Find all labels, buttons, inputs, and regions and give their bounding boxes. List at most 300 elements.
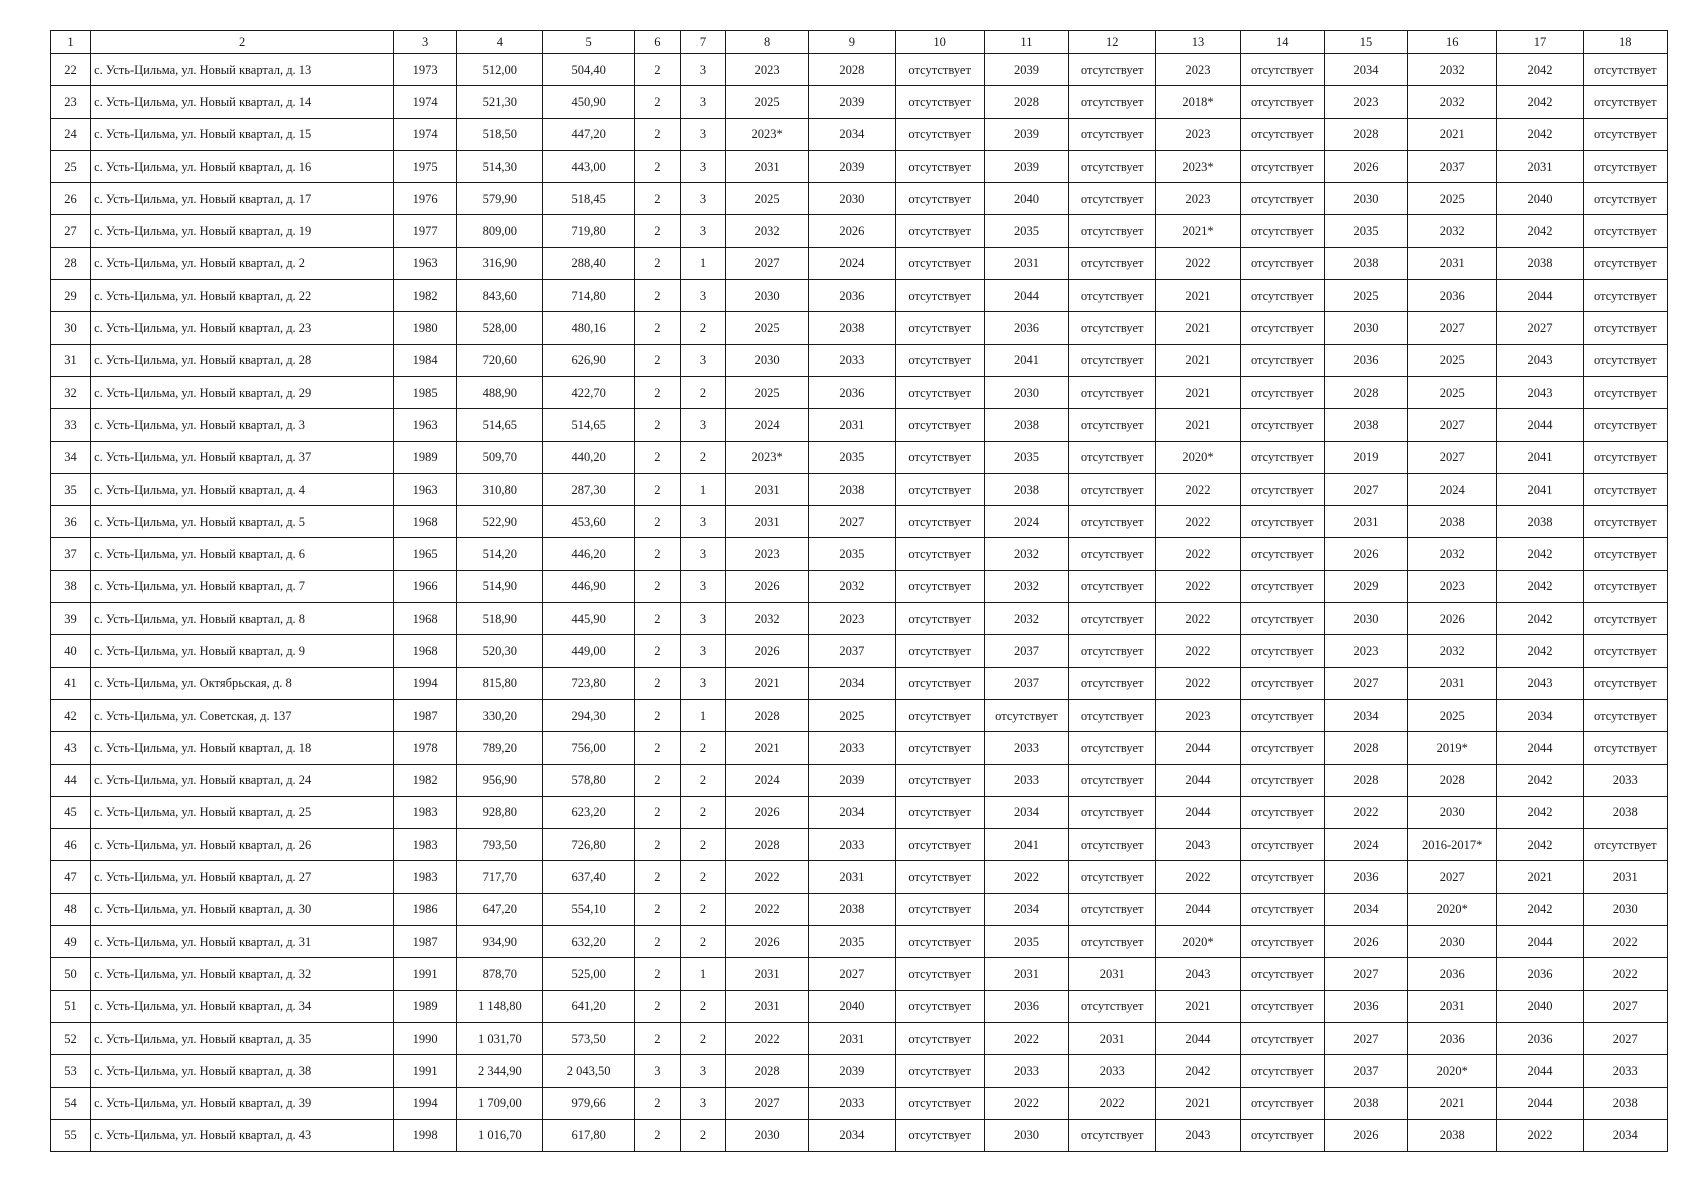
- column-number-cell: 11: [984, 31, 1068, 54]
- column-number-cell: 3: [394, 31, 457, 54]
- table-cell: 1963: [394, 409, 457, 441]
- table-cell: отсутствует: [1240, 699, 1324, 731]
- table-cell: 2025: [1408, 376, 1497, 408]
- table-cell: отсутствует: [1240, 118, 1324, 150]
- table-cell: 2022: [1156, 538, 1240, 570]
- table-cell: 1986: [394, 893, 457, 925]
- table-cell: 956,90: [457, 764, 543, 796]
- table-cell: 2: [634, 215, 680, 247]
- table-cell: отсутствует: [1583, 183, 1667, 215]
- table-cell: 1 709,00: [457, 1087, 543, 1119]
- table-cell: 2043: [1156, 829, 1240, 861]
- table-cell: 1982: [394, 764, 457, 796]
- table-cell: 2022: [1583, 926, 1667, 958]
- table-cell: отсутствует: [1583, 376, 1667, 408]
- table-cell: 518,90: [457, 603, 543, 635]
- table-cell: 1983: [394, 796, 457, 828]
- table-cell: 2027: [1324, 667, 1407, 699]
- table-cell: 2025: [1408, 344, 1497, 376]
- table-cell: 2040: [1497, 183, 1583, 215]
- table-cell: 2043: [1497, 344, 1583, 376]
- table-cell: отсутствует: [1240, 570, 1324, 602]
- table-row: [51, 635, 1668, 667]
- row-number-cell: 46: [51, 829, 91, 861]
- table-cell: отсутствует: [1240, 667, 1324, 699]
- table-cell: отсутствует: [1583, 635, 1667, 667]
- table-cell: 2: [634, 473, 680, 505]
- table-cell: 2037: [984, 667, 1068, 699]
- table-row: [51, 764, 1668, 796]
- table-cell: 2039: [984, 150, 1068, 182]
- table-cell: отсутствует: [1240, 247, 1324, 279]
- table-cell: 445,90: [543, 603, 634, 635]
- table-cell: 2041: [984, 829, 1068, 861]
- table-cell: отсутствует: [1240, 538, 1324, 570]
- table-row: [51, 796, 1668, 828]
- table-cell: 626,90: [543, 344, 634, 376]
- table-cell: 3: [680, 570, 725, 602]
- row-number-cell: 45: [51, 796, 91, 828]
- table-cell: 2031: [809, 409, 895, 441]
- table-cell: 2042: [1497, 893, 1583, 925]
- table-cell: отсутствует: [895, 667, 984, 699]
- table-cell: 714,80: [543, 280, 634, 312]
- table-cell: отсутствует: [1069, 86, 1156, 118]
- table-cell: 2035: [809, 441, 895, 473]
- table-cell: 2018*: [1156, 86, 1240, 118]
- table-cell: 2038: [809, 312, 895, 344]
- address-cell: с. Усть-Цильма, ул. Новый квартал, д. 27: [91, 861, 394, 893]
- table-cell: 514,30: [457, 150, 543, 182]
- table-cell: отсутствует: [895, 473, 984, 505]
- table-cell: 2022: [726, 1022, 809, 1054]
- table-cell: 294,30: [543, 699, 634, 731]
- table-cell: 934,90: [457, 926, 543, 958]
- row-number-cell: 28: [51, 247, 91, 279]
- address-cell: с. Усть-Цильма, ул. Новый квартал, д. 26: [91, 829, 394, 861]
- table-cell: 2025: [726, 376, 809, 408]
- table-cell: 2040: [809, 990, 895, 1022]
- table-cell: 2038: [1583, 1087, 1667, 1119]
- table-cell: 2032: [809, 570, 895, 602]
- table-row: [51, 667, 1668, 699]
- column-number-cell: 6: [634, 31, 680, 54]
- column-number-cell: 9: [809, 31, 895, 54]
- table-cell: 2023: [809, 603, 895, 635]
- table-cell: отсутствует: [1240, 150, 1324, 182]
- table-cell: 1974: [394, 118, 457, 150]
- table-cell: 2038: [1497, 506, 1583, 538]
- table-cell: 2036: [1497, 958, 1583, 990]
- table-row: [51, 183, 1668, 215]
- table-cell: 1963: [394, 473, 457, 505]
- table-cell: 2044: [1156, 796, 1240, 828]
- table-cell: 2038: [984, 473, 1068, 505]
- table-cell: 1983: [394, 829, 457, 861]
- table-cell: 2034: [809, 667, 895, 699]
- table-cell: 2030: [1408, 926, 1497, 958]
- table-cell: отсутствует: [1069, 344, 1156, 376]
- table-cell: 2044: [1156, 1022, 1240, 1054]
- table-cell: 2028: [726, 1055, 809, 1087]
- table-cell: 1963: [394, 247, 457, 279]
- table-cell: 2043: [1497, 376, 1583, 408]
- table-cell: отсутствует: [1069, 893, 1156, 925]
- address-cell: с. Усть-Цильма, ул. Новый квартал, д. 7: [91, 570, 394, 602]
- table-cell: 2042: [1497, 215, 1583, 247]
- table-cell: отсутствует: [895, 861, 984, 893]
- address-cell: с. Усть-Цильма, ул. Новый квартал, д. 18: [91, 732, 394, 764]
- table-cell: 2042: [1497, 603, 1583, 635]
- table-cell: отсутствует: [895, 829, 984, 861]
- table-cell: отсутствует: [1069, 570, 1156, 602]
- table-cell: 2022: [1583, 958, 1667, 990]
- table-cell: 2027: [1324, 1022, 1407, 1054]
- table-row: [51, 570, 1668, 602]
- row-number-cell: 31: [51, 344, 91, 376]
- table-cell: отсутствует: [895, 796, 984, 828]
- table-cell: 2038: [1497, 247, 1583, 279]
- table-cell: 2038: [1324, 1087, 1407, 1119]
- table-cell: 2022: [984, 1022, 1068, 1054]
- table-cell: отсутствует: [1069, 732, 1156, 764]
- table-row: [51, 376, 1668, 408]
- table-cell: 2: [634, 732, 680, 764]
- table-cell: 2: [634, 312, 680, 344]
- table-row: [51, 280, 1668, 312]
- table-cell: 623,20: [543, 796, 634, 828]
- table-cell: 2039: [809, 764, 895, 796]
- table-cell: 2031: [1583, 861, 1667, 893]
- address-cell: с. Усть-Цильма, ул. Новый квартал, д. 2: [91, 247, 394, 279]
- table-cell: 1985: [394, 376, 457, 408]
- table-cell: 2040: [984, 183, 1068, 215]
- column-number-cell: 16: [1408, 31, 1497, 54]
- address-cell: с. Усть-Цильма, ул. Новый квартал, д. 3: [91, 409, 394, 441]
- table-cell: отсутствует: [1069, 796, 1156, 828]
- table-cell: 3: [680, 215, 725, 247]
- column-number-cell: 8: [726, 31, 809, 54]
- table-cell: 2041: [1497, 473, 1583, 505]
- table-row: [51, 506, 1668, 538]
- row-number-cell: 38: [51, 570, 91, 602]
- table-row: [51, 861, 1668, 893]
- table-cell: 2024: [726, 409, 809, 441]
- table-cell: отсутствует: [1069, 635, 1156, 667]
- table-cell: 2028: [984, 86, 1068, 118]
- table-cell: 2021: [1156, 344, 1240, 376]
- table-cell: 928,80: [457, 796, 543, 828]
- table-cell: 2032: [726, 215, 809, 247]
- table-cell: отсутствует: [1240, 893, 1324, 925]
- table-cell: отсутствует: [1240, 635, 1324, 667]
- table-cell: 2031: [1408, 667, 1497, 699]
- table-cell: 2027: [1324, 958, 1407, 990]
- address-cell: с. Усть-Цильма, ул. Новый квартал, д. 19: [91, 215, 394, 247]
- table-cell: 2022: [1156, 861, 1240, 893]
- table-cell: 2: [634, 54, 680, 86]
- table-cell: 573,50: [543, 1022, 634, 1054]
- table-cell: 2044: [1497, 1055, 1583, 1087]
- table-row: [51, 441, 1668, 473]
- table-cell: 2031: [726, 150, 809, 182]
- table-cell: 2031: [984, 247, 1068, 279]
- table-cell: 1 031,70: [457, 1022, 543, 1054]
- row-number-cell: 25: [51, 150, 91, 182]
- table-cell: 2031: [809, 861, 895, 893]
- table-row: [51, 893, 1668, 925]
- table-cell: 2027: [1408, 409, 1497, 441]
- table-cell: 1987: [394, 926, 457, 958]
- table-cell: 2033: [1583, 1055, 1667, 1087]
- table-cell: 2034: [1497, 699, 1583, 731]
- address-cell: с. Усть-Цильма, ул. Новый квартал, д. 9: [91, 635, 394, 667]
- column-number-cell: 5: [543, 31, 634, 54]
- table-cell: 2022: [984, 1087, 1068, 1119]
- table-cell: отсутствует: [1583, 603, 1667, 635]
- table-cell: 3: [634, 1055, 680, 1087]
- table-cell: 2027: [1408, 861, 1497, 893]
- table-cell: 647,20: [457, 893, 543, 925]
- table-cell: отсутствует: [1583, 280, 1667, 312]
- table-cell: 2: [634, 926, 680, 958]
- address-cell: с. Усть-Цильма, ул. Новый квартал, д. 22: [91, 280, 394, 312]
- address-cell: с. Усть-Цильма, ул. Новый квартал, д. 37: [91, 441, 394, 473]
- table-cell: отсутствует: [1069, 699, 1156, 731]
- table-cell: 446,20: [543, 538, 634, 570]
- table-cell: 2025: [809, 699, 895, 731]
- table-cell: 2021: [1408, 118, 1497, 150]
- table-cell: отсутствует: [1240, 54, 1324, 86]
- table-cell: отсутствует: [1069, 538, 1156, 570]
- address-cell: с. Усть-Цильма, ул. Новый квартал, д. 25: [91, 796, 394, 828]
- table-cell: отсутствует: [1240, 1087, 1324, 1119]
- table-cell: 2026: [809, 215, 895, 247]
- table-cell: 2021: [1156, 280, 1240, 312]
- table-cell: 2: [680, 312, 725, 344]
- table-row: [51, 1119, 1668, 1151]
- table-cell: 3: [680, 86, 725, 118]
- table-cell: 1987: [394, 699, 457, 731]
- table-cell: 843,60: [457, 280, 543, 312]
- table-cell: 2035: [984, 441, 1068, 473]
- table-cell: 2022: [1156, 667, 1240, 699]
- table-cell: 440,20: [543, 441, 634, 473]
- table-cell: 2030: [984, 1119, 1068, 1151]
- table-cell: 2038: [809, 473, 895, 505]
- table-cell: 2027: [1583, 990, 1667, 1022]
- row-number-cell: 52: [51, 1022, 91, 1054]
- table-cell: 2043: [1156, 1119, 1240, 1151]
- table-cell: 2034: [1583, 1119, 1667, 1151]
- table-cell: 2035: [984, 215, 1068, 247]
- table-row: [51, 603, 1668, 635]
- table-cell: 720,60: [457, 344, 543, 376]
- table-cell: 330,20: [457, 699, 543, 731]
- table-cell: 2032: [984, 603, 1068, 635]
- address-cell: с. Усть-Цильма, ул. Новый квартал, д. 39: [91, 1087, 394, 1119]
- table-cell: 2025: [726, 86, 809, 118]
- table-cell: 449,00: [543, 635, 634, 667]
- table-cell: 2: [634, 86, 680, 118]
- table-cell: 2: [634, 829, 680, 861]
- table-cell: отсутствует: [1240, 215, 1324, 247]
- table-cell: 2022: [1156, 603, 1240, 635]
- column-number-cell: 17: [1497, 31, 1583, 54]
- table-cell: отсутствует: [1069, 183, 1156, 215]
- table-cell: 789,20: [457, 732, 543, 764]
- table-cell: 1968: [394, 635, 457, 667]
- table-cell: 793,50: [457, 829, 543, 861]
- table-row: [51, 54, 1668, 86]
- table-cell: 2030: [809, 183, 895, 215]
- table-cell: 2020*: [1408, 893, 1497, 925]
- table-cell: отсутствует: [895, 376, 984, 408]
- table-cell: 2038: [1583, 796, 1667, 828]
- table-cell: 2: [680, 376, 725, 408]
- table-cell: 2023*: [726, 441, 809, 473]
- table-cell: отсутствует: [1240, 473, 1324, 505]
- table-cell: 3: [680, 150, 725, 182]
- table-cell: отсутствует: [895, 441, 984, 473]
- table-row: [51, 312, 1668, 344]
- row-number-cell: 43: [51, 732, 91, 764]
- table-cell: 2019*: [1408, 732, 1497, 764]
- table-cell: отсутствует: [895, 215, 984, 247]
- table-cell: 2030: [726, 280, 809, 312]
- table-cell: отсутствует: [1240, 990, 1324, 1022]
- table-cell: 2026: [726, 635, 809, 667]
- table-cell: 521,30: [457, 86, 543, 118]
- row-number-cell: 33: [51, 409, 91, 441]
- column-number-cell: 15: [1324, 31, 1407, 54]
- table-cell: 579,90: [457, 183, 543, 215]
- table-cell: 2021: [1408, 1087, 1497, 1119]
- table-cell: 1973: [394, 54, 457, 86]
- table-cell: отсутствует: [1583, 54, 1667, 86]
- table-row: [51, 247, 1668, 279]
- table-cell: отсутствует: [1240, 958, 1324, 990]
- table-cell: 1989: [394, 990, 457, 1022]
- table-cell: 2024: [726, 764, 809, 796]
- table-cell: 2022: [1324, 796, 1407, 828]
- table-cell: отсутствует: [1583, 409, 1667, 441]
- table-cell: 2034: [984, 796, 1068, 828]
- table-cell: отсутствует: [895, 506, 984, 538]
- table-cell: отсутствует: [1240, 603, 1324, 635]
- table-cell: 2021: [1156, 409, 1240, 441]
- column-number-cell: 1: [51, 31, 91, 54]
- table-cell: 2043: [1497, 667, 1583, 699]
- table-cell: 2033: [809, 344, 895, 376]
- table-cell: 2: [680, 893, 725, 925]
- table-cell: 2032: [984, 538, 1068, 570]
- table-cell: 288,40: [543, 247, 634, 279]
- table-cell: отсутствует: [1069, 473, 1156, 505]
- table-cell: отсутствует: [1069, 667, 1156, 699]
- row-number-cell: 35: [51, 473, 91, 505]
- address-cell: с. Усть-Цильма, ул. Новый квартал, д. 30: [91, 893, 394, 925]
- table-cell: 2034: [809, 796, 895, 828]
- address-cell: с. Усть-Цильма, ул. Октябрьская, д. 8: [91, 667, 394, 699]
- table-cell: 641,20: [543, 990, 634, 1022]
- table-cell: 2: [634, 603, 680, 635]
- table-cell: 2: [680, 861, 725, 893]
- address-cell: с. Усть-Цильма, ул. Новый квартал, д. 31: [91, 926, 394, 958]
- address-cell: с. Усть-Цильма, ул. Новый квартал, д. 5: [91, 506, 394, 538]
- table-cell: 2035: [984, 926, 1068, 958]
- table-cell: 578,80: [543, 764, 634, 796]
- table-cell: 719,80: [543, 215, 634, 247]
- table-cell: отсутствует: [1240, 506, 1324, 538]
- table-cell: отсутствует: [895, 1022, 984, 1054]
- table-cell: 2026: [1324, 1119, 1407, 1151]
- table-cell: отсутствует: [1583, 667, 1667, 699]
- address-cell: с. Усть-Цильма, ул. Новый квартал, д. 6: [91, 538, 394, 570]
- table-cell: 2020*: [1408, 1055, 1497, 1087]
- table-cell: 450,90: [543, 86, 634, 118]
- table-cell: 2: [634, 958, 680, 990]
- table-cell: 2022: [1156, 635, 1240, 667]
- table-cell: 2044: [984, 280, 1068, 312]
- table-cell: 2041: [1497, 441, 1583, 473]
- table-cell: отсутствует: [1069, 54, 1156, 86]
- table-cell: 2: [680, 829, 725, 861]
- table-cell: 2028: [809, 54, 895, 86]
- table-cell: отсутствует: [1240, 796, 1324, 828]
- table-cell: отсутствует: [1583, 732, 1667, 764]
- table-cell: 2021: [726, 732, 809, 764]
- address-cell: с. Усть-Цильма, ул. Новый квартал, д. 17: [91, 183, 394, 215]
- table-cell: 2022: [1497, 1119, 1583, 1151]
- table-cell: 2030: [1324, 603, 1407, 635]
- table-cell: 2033: [1069, 1055, 1156, 1087]
- table-cell: 509,70: [457, 441, 543, 473]
- table-cell: отсутствует: [1583, 570, 1667, 602]
- table-cell: 2033: [984, 732, 1068, 764]
- table-row: [51, 150, 1668, 182]
- table-cell: 726,80: [543, 829, 634, 861]
- table-cell: 2024: [1324, 829, 1407, 861]
- address-cell: с. Усть-Цильма, ул. Новый квартал, д. 23: [91, 312, 394, 344]
- table-row: [51, 344, 1668, 376]
- table-cell: 3: [680, 506, 725, 538]
- table-cell: 2: [634, 699, 680, 731]
- table-cell: 3: [680, 667, 725, 699]
- table-cell: отсутствует: [1583, 86, 1667, 118]
- table-cell: 2033: [809, 829, 895, 861]
- table-cell: 3: [680, 603, 725, 635]
- table-cell: 2022: [1069, 1087, 1156, 1119]
- table-cell: 2: [634, 506, 680, 538]
- table-cell: 2032: [984, 570, 1068, 602]
- table-cell: 2031: [984, 958, 1068, 990]
- table-cell: 2: [634, 247, 680, 279]
- table-cell: отсутствует: [895, 764, 984, 796]
- table-cell: 2026: [1324, 150, 1407, 182]
- table-cell: 1: [680, 473, 725, 505]
- table-cell: 2026: [726, 926, 809, 958]
- table-cell: 2023: [1156, 54, 1240, 86]
- table-cell: 2020*: [1156, 441, 1240, 473]
- table-cell: 2021: [1156, 1087, 1240, 1119]
- table-cell: 979,66: [543, 1087, 634, 1119]
- table-cell: 2032: [1408, 86, 1497, 118]
- table-cell: 1991: [394, 1055, 457, 1087]
- table-cell: отсутствует: [895, 409, 984, 441]
- table-cell: 2019: [1324, 441, 1407, 473]
- table-cell: 2: [680, 764, 725, 796]
